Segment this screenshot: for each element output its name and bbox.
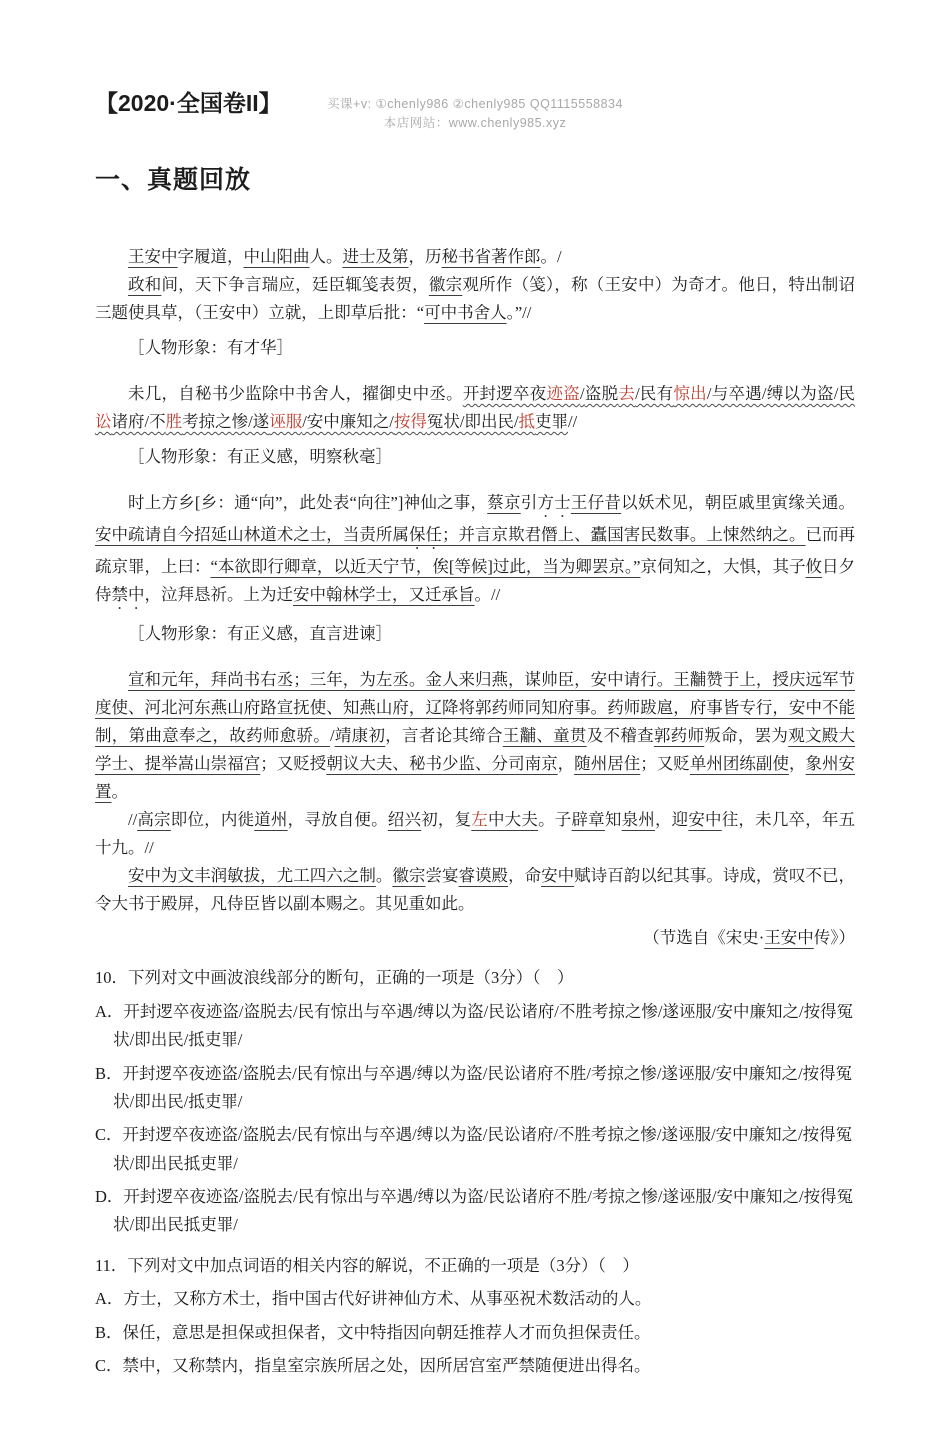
passage-segment: 往，未几卒，年五十九。// <box>95 810 856 858</box>
passage-segment: 中大夫 <box>487 810 539 830</box>
passage-segment: ，迎 <box>654 810 689 830</box>
passage-segment: 诬服 <box>269 411 303 431</box>
passage-segment: 王仔昔 <box>570 492 622 512</box>
passage-segment: 即位，内徙 <box>170 810 255 830</box>
passage-segment: 秘书省著作郎 <box>441 246 541 266</box>
passage-segment: 惊出 <box>673 383 707 403</box>
passage-segment: / <box>330 726 335 746</box>
character-analysis-note: ［人物形象：有正义感，明察秋毫］ <box>128 446 392 466</box>
passage-segment: 安中疏请自今招延山林道术之士，当责所属 <box>95 524 409 544</box>
passage-segment: 初，复 <box>421 810 472 830</box>
passage-segment: ，寻放自便。 <box>287 810 388 830</box>
passage-segment: 泉州 <box>621 810 655 830</box>
passage-segment: /民有 <box>635 383 674 403</box>
passage-segment: 观所作（笺），称（王安中）为奇才。他日，特出制诏三题使具草，（王安中）立就，上即草后批：“ <box>95 274 856 322</box>
passage-segment: 知 <box>604 810 622 830</box>
passage-paragraph <box>95 806 855 862</box>
passage-segment: 日夕侍 <box>95 556 856 604</box>
passage-segment: ，命 <box>508 866 542 886</box>
passage-segment: 按得 <box>393 411 427 431</box>
passage-segment: 字履道， <box>177 246 244 266</box>
passage-segment: 时上方乡[乡：通“向”，此处表“向往”]神仙之事， <box>128 492 488 512</box>
passage-segment: 安中 <box>688 810 722 830</box>
passage-segment: 可中书舍人 <box>424 302 507 322</box>
passage-segment: 。 <box>111 782 128 802</box>
question-10-option-a: A．开封逻卒夜迹盗/盗脱去/民有惊出与卒遇/缚以为盗/民讼诸府/不胜考掠之惨/遂诬服/安中廉知之/按得冤状/即出民/抵吏罪/ <box>95 1001 854 1050</box>
passage-segment: 徽宗 <box>392 866 426 886</box>
passage-segment: 安中 <box>541 866 575 886</box>
question-10-stem: 10．下列对文中画波浪线部分的断句，正确的一项是（3分）（ ） <box>95 968 574 988</box>
passage-paragraph <box>95 380 855 436</box>
passage-segment: 保任 <box>408 524 442 544</box>
passage-segment: ； <box>441 524 459 544</box>
passage-segment: 辟章 <box>571 810 605 830</box>
passage-segment: 。 <box>375 866 393 886</box>
document-page <box>0 90 950 1434</box>
character-analysis-note: ［人物形象：有才华］ <box>128 337 293 357</box>
passage-segment: 已而再疏京罪，上曰： <box>95 524 856 576</box>
passage-segment: 中山阳曲 <box>243 246 310 266</box>
passage-segment: 赋诗百韵以纪其事。诗成，赏叹不已，令大书于殿屏，凡侍臣皆以副本赐之。其见重如此。 <box>95 866 856 914</box>
passage-segment: 叛命，罢为 <box>704 726 789 746</box>
question-10-option-c: C．开封逻卒夜迹盗/盗脱去/民有惊出与卒遇/缚以为盗/民讼诸府/不胜考掠之惨/遂诬服/安中廉知之/按得冤状/即出民抵吏罪/ <box>95 1125 853 1173</box>
questions-section <box>95 964 855 1380</box>
passage-segment: 靖康初 <box>334 726 386 746</box>
passage-segment: 冤状/即出民/ <box>426 411 519 431</box>
character-analysis-note: ［人物形象：有正义感，直言进谏］ <box>128 623 392 643</box>
passage-segment: ，泣拜恳祈。上为迁 <box>144 584 293 604</box>
passage-segment: 安中为文丰润敏拔，尤工四六之制 <box>128 866 376 886</box>
passage-segment: 王黼、童贯 <box>502 726 587 746</box>
passage-segment: 并言京欺君僭上、蠹国害民数事。上悚然纳之。 <box>458 524 806 544</box>
question-11-stem: 11．下列对文中加点词语的相关内容的解说，不正确的一项是（3分）（ ） <box>95 1255 639 1275</box>
watermark-line-1: 买课+v: ①chenly986 ②chenly985 QQ1115558834 <box>327 97 623 111</box>
passage-segment: 胜 <box>165 411 183 431</box>
passage-segment: // <box>568 411 578 431</box>
passage-paragraph <box>95 243 855 271</box>
passage-segment: 蔡京 <box>487 492 521 512</box>
passage-segment: （节选自《宋史· <box>643 928 765 948</box>
passage-segment: 禁中 <box>111 584 145 604</box>
passage-text <box>95 243 855 919</box>
passage-segment: 盗脱 <box>584 383 619 403</box>
passage-segment: 攸 <box>805 556 823 576</box>
passage-segment: /安中廉知之/ <box>302 411 394 431</box>
passage-segment: 。// <box>474 584 501 604</box>
question-10 <box>95 964 855 1239</box>
passage-segment: ， <box>788 754 806 774</box>
passage-paragraph <box>95 489 855 613</box>
passage-segment: ，历 <box>408 246 442 266</box>
passage-paragraph <box>95 666 855 806</box>
passage-segment: // <box>128 810 138 830</box>
passage-segment: 郭药师 <box>653 726 705 746</box>
passage-segment: 道州 <box>254 810 288 830</box>
question-10-option-d: D．开封逻卒夜迹盗/盗脱去/民有惊出与卒遇/缚以为盗/民讼诸府不胜/考掠之惨/遂诬服/安中廉知之/按得冤状/即出民抵吏罪/ <box>95 1187 854 1235</box>
passage-segment: ；又贬授 <box>260 754 327 774</box>
passage-paragraph <box>95 271 855 327</box>
passage-segment: 朝议大夫、秘书少监、分司南京 <box>326 754 558 774</box>
passage-segment: 迹盗 <box>546 383 580 403</box>
passage-segment: 讼 <box>95 411 112 431</box>
question-11-option-c: C．禁中，又称禁内，指皇室宗族所居之处，因所居宫室严禁随便进出得名。 <box>95 1355 651 1375</box>
passage-segment: “本欲即行卿章，以近天宁节，俟[等候]过此，当为卿罢京。” <box>210 556 641 576</box>
passage-segment: 。”// <box>506 302 532 322</box>
passage-segment: 传》） <box>813 928 855 948</box>
section-heading: 一、真题回放 <box>95 165 252 194</box>
passage-segment: 间，天下争言瑞应，廷臣辄笺表贺， <box>161 274 429 294</box>
passage-segment: 。子 <box>538 810 572 830</box>
question-11-option-a: A．方士，又称方术士，指中国古代好讲神仙方术、从事巫祝术数活动的人。 <box>95 1289 652 1309</box>
passage-segment: 吏罪 <box>535 411 569 431</box>
question-10-option-b: B．开封逻卒夜迹盗/盗脱去/民有惊出与卒遇/缚以为盗/民讼诸府不胜/考掠之惨/遂诬服/安中廉知之/按得冤状/即出民/抵吏罪/ <box>95 1063 853 1111</box>
watermark-line-2: 本店网站：www.chenly985.xyz <box>383 116 567 131</box>
passage-segment: 观文殿大学士、提举嵩山崇福宫 <box>95 726 856 774</box>
passage-segment: 诸府/不 <box>111 411 166 431</box>
passage-segment: /与卒遇/缚以为盗/民 <box>706 383 856 403</box>
source-citation <box>95 924 855 952</box>
passage-segment: 以妖术见，朝臣戚里寅缘关通。 <box>621 492 856 512</box>
passage-segment: 。/ <box>540 246 562 266</box>
passage-segment: 王安中 <box>128 246 178 266</box>
passage-segment: 左 <box>471 810 488 830</box>
passage-segment: 方士 <box>537 492 571 512</box>
passage-segment: 及不稽查 <box>586 726 654 746</box>
passage-segment: ，言者论其缔合 <box>385 726 503 746</box>
passage-segment: 政和 <box>128 274 162 294</box>
passage-segment: 引 <box>520 492 538 512</box>
passage-segment: 开封逻卒夜 <box>462 383 547 403</box>
passage-segment: 人。 <box>309 246 343 266</box>
passage-segment: 随州居住 <box>574 754 641 774</box>
passage-segment: 尝宴 <box>425 866 459 886</box>
passage-segment: 未几，自秘书少监除中书舍人，擢御史中丞。 <box>128 383 463 403</box>
passage-segment: 高宗 <box>137 810 171 830</box>
passage-segment: 去 <box>618 383 636 403</box>
passage-segment: 王安中 <box>764 928 814 948</box>
exam-title: 【2020·全国卷II】 <box>95 90 282 116</box>
passage-segment: 京伺知之，大惧，其子 <box>640 556 806 576</box>
passage-segment: 单州团练副使 <box>689 754 789 774</box>
passage-segment: 绍兴 <box>387 810 422 830</box>
passage-paragraph <box>95 862 855 918</box>
passage-segment: 睿谟殿 <box>458 866 509 886</box>
passage-segment: 徽宗 <box>428 274 463 294</box>
passage-segment: ， <box>557 754 575 774</box>
passage-segment: 考掠之惨/遂 <box>182 411 270 431</box>
passage-segment: 象州安置 <box>95 754 856 802</box>
passage-segment: / <box>580 383 585 403</box>
watermark <box>0 95 950 134</box>
passage-segment: 宣和元年，拜尚书右丞；三年，为左丞。金人来归燕，谋帅臣，安中请行。王黼赞于上，授庆远军节度使、河北河东燕山府路宣抚使、知燕山府，辽降将郭药师同知府事。药师跋扈，府事皆专行，安中不能制，第曲意奉之，故药师愈骄。 <box>95 670 855 746</box>
question-11 <box>95 1252 855 1381</box>
passage-segment: 安中翰林学士，又迁承旨 <box>293 584 475 604</box>
question-11-option-b: B．保任，意思是担保或担保者，文中特指因向朝廷推荐人才而负担保责任。 <box>95 1322 651 1342</box>
passage-segment: 抵 <box>518 411 536 431</box>
passage-segment: ；又贬 <box>640 754 690 774</box>
passage-segment: 进士及第 <box>342 246 409 266</box>
